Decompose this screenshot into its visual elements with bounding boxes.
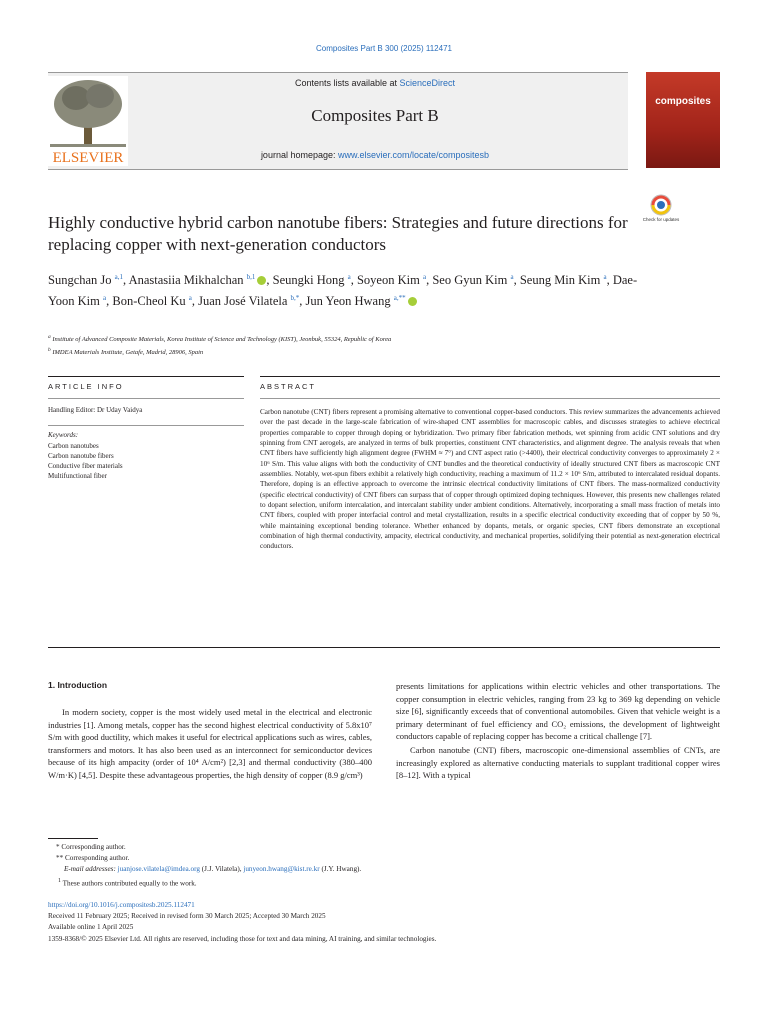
author-name[interactable]: Seo Gyun Kim (432, 273, 508, 288)
contents-available-line (130, 78, 620, 88)
introduction-paragraph-2: presents limitations for applications within electric vehicles and other transportations. The copper consumption in electric vehicles, ranging from 23 kg to 369 kg depending on vehicle size [6], significantly exceeds that of conventional automobiles. Given that vehicle weight is a primary determinant of fuel efficiency and CO₂ emissions, the development of lightweight conductors capable of replacing copper has become a critical challenge [7]. (396, 681, 720, 742)
footnote-mark: 1 (58, 877, 61, 884)
author-name[interactable]: Dae-Yoon Kim (48, 273, 638, 309)
affiliation (48, 332, 728, 345)
check-for-updates-badge[interactable] (642, 193, 680, 229)
author-name[interactable]: Juan José Vilatela (198, 294, 288, 309)
divider (260, 398, 720, 399)
keyword: Conductive fiber materials (48, 462, 123, 470)
affiliation-marker[interactable]: a (422, 273, 427, 281)
keyword: Carbon nanotubes (48, 442, 99, 450)
journal-homepage-line (130, 150, 620, 160)
email-label: E-mail addresses: (64, 865, 116, 874)
orcid-icon[interactable] (408, 297, 417, 306)
email-owner: (J.Y. Hwang). (321, 865, 362, 874)
orcid-icon[interactable] (257, 276, 266, 285)
email-line (48, 864, 720, 875)
divider (48, 425, 244, 426)
sciencedirect-link[interactable]: ScienceDirect (399, 78, 456, 88)
article-title: Highly conductive hybrid carbon nanotube fibers: Strategies and future directions for replacing copper with next-generation conductors (48, 213, 628, 254)
affiliation-list (48, 332, 728, 358)
affiliation-marker[interactable]: a,** (393, 294, 406, 303)
received-dates: Received 11 February 2025; Received in revised form 30 March 2025; Accepted 30 March 2025 (48, 912, 326, 921)
email-link[interactable]: juanjose.vilatela@imdea.org (117, 865, 200, 874)
article-metadata (48, 900, 720, 945)
author[interactable] (112, 294, 192, 308)
affiliation-marker[interactable]: a,1 (114, 273, 124, 281)
abstract-text: Carbon nanotube (CNT) fibers represent a promising alternative to conventional copper-based conductors. This review summarizes the advancements achieved over the past decade in the large-scale fabrication of wire-shaped CNT assemblies for macroscopic cables, and discusses strategies to achieve electrical properties comparable to copper through doping or hybridization. Two primary fiber fabrication methods, wet spinning from acidic CNT solutions and dry spinning from CNT aerogels, are analyzed in terms of bulk properties, constituent CNT characteristics, and alignment degree. The analysis reveals that when CNT fibers have sufficiently high alignment degree (FWHM ≈ 7°) and CNT aspect ratio (>4400), their electrical conductivity converges to approximately 2 × 10⁶ S/m. This value aligns with both the conductivity of CNT bundles and the theoretical conductivity of ideally structured CNT fibers as macroscopic CNT assemblies. Notably, wet-spun fibers exhibit a relatively high conductivity, reaching a maximum of 11.2 × 10⁶ S/m, attributed to intercalated residual dopants. Therefore, doping is an effective approach to overcome the intrinsic electrical conductivity limitations of CNT fibers. The mass-normalized conductivity (specific electrical conductivity) of CNT fibers can surpass that of copper through optimized doping techniques. However, this presents new challenges related to dopant selection, uniform intercalation, and intercalant stability under ambient conditions. Alternatively, incorporating a small mass fraction of metals into CNT fibers, coupled with proper interfacial control and metal crystallization, results in a specific electrical conductivity exceeding that of copper by 50 %, while maintaining exceptional bending tolerance. Whether enhanced by dopants, metals, or organic species, CNT fibers demonstrate an exceptional combination of high thermal conductivity, ampacity, electrical conductivity, and mechanical properties, solidifying their potential as next-generation electrical conductors. (260, 408, 720, 551)
author[interactable] (129, 273, 267, 287)
journal-cover-image (646, 72, 720, 168)
elsevier-logo (48, 76, 128, 166)
affiliation (48, 345, 728, 358)
author-name[interactable]: Seungki Hong (272, 273, 345, 288)
author-name[interactable]: Anastasiia Mikhalchan (128, 273, 244, 288)
available-online: Available online 1 April 2025 (48, 923, 134, 932)
divider (260, 376, 720, 377)
copyright: 1359-8368/© 2025 Elsevier Ltd. All rights are reserved, including those for text and data mining, AI training, and similar technologies. (48, 934, 437, 943)
author-name[interactable]: Bon-Cheol Ku (112, 294, 186, 309)
keyword-list (48, 441, 244, 481)
section-heading-introduction: 1. Introduction (48, 680, 108, 690)
email-owner: (J.J. Vilatela), (201, 865, 242, 874)
affiliation-marker[interactable]: a (188, 294, 192, 303)
keyword: Carbon nanotube fibers (48, 452, 114, 460)
affiliation-marker[interactable]: b,* (290, 294, 300, 303)
svg-text:ELSEVIER: ELSEVIER (52, 150, 124, 166)
footnote-divider (48, 838, 98, 839)
homepage-prefix: journal homepage: (260, 150, 338, 160)
author-name[interactable]: Jun Yeon Hwang (305, 294, 391, 309)
affiliation-mark: b (48, 347, 51, 354)
svg-text:Check for updates: Check for updates (642, 217, 680, 222)
author[interactable] (306, 294, 417, 308)
author[interactable] (48, 273, 123, 287)
affiliation-mark: a (48, 334, 51, 340)
homepage-link[interactable]: www.elsevier.com/locate/compositesb (338, 150, 490, 160)
equal-contribution-note (48, 876, 720, 890)
affiliation-marker[interactable]: a (603, 273, 607, 281)
divider (48, 398, 244, 399)
author-name[interactable]: Soyeon Kim (356, 273, 420, 288)
email-link[interactable]: junyeon.hwang@kist.re.kr (243, 865, 320, 874)
author[interactable] (357, 273, 426, 287)
footnotes (48, 842, 720, 889)
affiliation-text: Institute of Advanced Composite Materials, Korea Institute of Science and Technology (KIST), Jeonbuk, 55324, Republic of Korea (52, 336, 392, 344)
keywords-label: Keywords: (48, 431, 79, 439)
contents-prefix: Contents lists available at (294, 78, 400, 88)
divider (48, 376, 244, 377)
affiliation-marker[interactable]: a (510, 273, 514, 281)
abstract-heading: ABSTRACT (260, 382, 317, 391)
author[interactable] (432, 273, 513, 287)
keyword: Multifunctional fiber (48, 472, 107, 480)
author[interactable] (273, 273, 351, 287)
author[interactable] (198, 294, 299, 308)
corresponding-author-note: ** Corresponding author. (56, 854, 130, 863)
affiliation-marker[interactable]: a (103, 294, 107, 303)
introduction-paragraph-3: Carbon nanotube (CNT) fibers, macroscopic one-dimensional assemblies of CNTs, are increasingly explored as alternative conducting materials to supplant traditional copper wires [8–12]. With a typical (396, 745, 720, 781)
author-list: Sungchan Jo $^{a,1}$, Anastasiia Mikhalchan $^{b,1}$ , Seungki Hong $^a$, Soyeon Kim $^a$, Seo Gyun Kim $^a$, Seung Min Kim $^a$, Dae-Yoon Kim $^a$, Bon-Cheol Ku $^a$, Juan José Vilatela $^{b,*}$, Jun Yeon Hwang $^{a,**}$ (48, 273, 638, 309)
affiliation-marker[interactable]: b,1 (246, 273, 256, 281)
affiliation-text: IMDEA Materials Institute, Getafe, Madrid, 28906, Spain (52, 349, 204, 357)
doi-link[interactable]: https://doi.org/10.1016/j.compositesb.2025.112471 (48, 901, 195, 909)
journal-title: Composites Part B (311, 106, 439, 125)
introduction-paragraph-1: In modern society, copper is the most widely used metal in the electrical and electronic industries [1]. Among metals, copper has the second highest electrical conductivity of 5.8x10⁷ S/m with good ductility, which makes it useful for electrical applications such as wires, cables, transformers and motors. It has also been used as an interconnect for semiconductor devices because of its high ampacity (order of 10⁴ A/cm²) [2,3] and thermal conductivity (380–400 W/m·K) [4,5]. Despite these advantageous properties, the high density of copper (8.9 g/cm³) (48, 707, 372, 780)
article-info-heading: ARTICLE INFO (48, 382, 124, 391)
divider (48, 647, 720, 648)
journal-reference-link[interactable]: Composites Part B 300 (2025) 112471 (316, 44, 452, 53)
author[interactable] (520, 273, 607, 287)
cover-title: composites (655, 96, 711, 107)
handling-editor: Handling Editor: Dr Uday Vaidya (48, 406, 143, 414)
author-name[interactable]: Seung Min Kim (519, 273, 601, 288)
affiliation-marker[interactable]: a (347, 273, 351, 281)
corresponding-author-note: * Corresponding author. (56, 843, 126, 851)
equal-contribution-text: These authors contributed equally to the work. (62, 879, 197, 887)
author-name[interactable]: Sungchan Jo (48, 273, 112, 288)
